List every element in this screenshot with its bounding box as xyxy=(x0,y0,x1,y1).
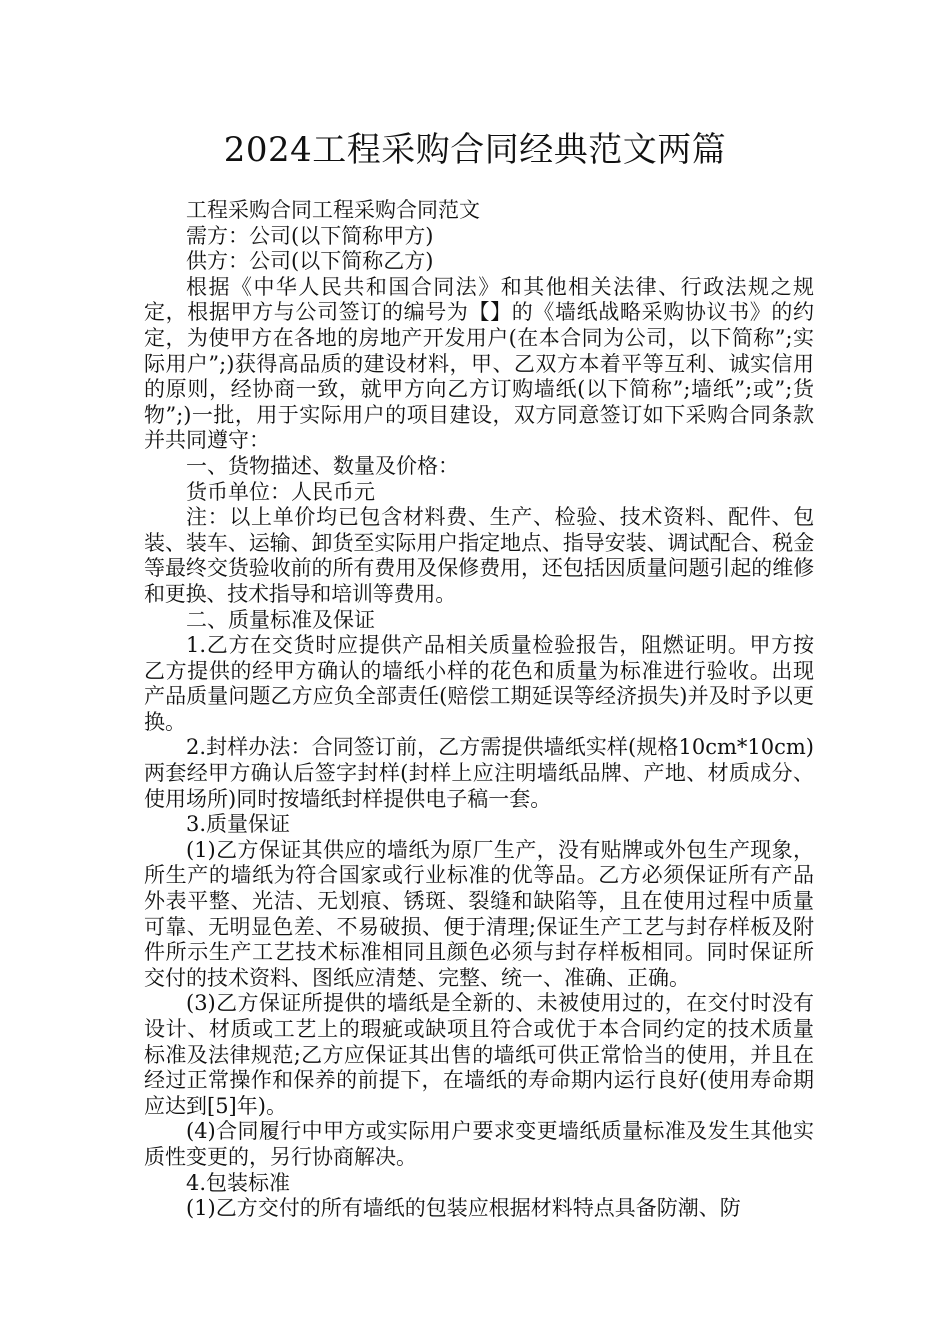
clause-inspection-report: 1.乙方在交货时应提供产品相关质量检验报告，阻燃证明。甲方按乙方提供的经甲方确认的墙纸小样的花色和质量为标准进行验收。出现产品质量问题乙方应负全部责任(赔偿工期延误等经济损失)并及时予以更换。 xyxy=(144,633,814,734)
clause-guarantee-1: (1)乙方保证其供应的墙纸为原厂生产，没有贴牌或外包生产现象，所生产的墙纸为符合国家或行业标准的优等品。乙方必须保证所有产品外表平整、光洁、无划痕、锈斑、裂缝和缺陷等，且在使用过程中质量可靠、无明显色差、不易破损、便于清理;保证生产工艺与封存样板及附件所示生产工艺技术标准相同且颜色必须与封存样板相同。同时保证所交付的技术资料、图纸应清楚、完整、统一、准确、正确。 xyxy=(144,837,814,990)
paragraph-currency: 货币单位：人民币元 xyxy=(186,479,375,504)
paragraph-buyer: 需方：公司(以下简称甲方) xyxy=(186,223,434,248)
section-quality-standards: 二、质量标准及保证 xyxy=(186,607,375,632)
paragraph-heading: 工程采购合同工程采购合同范文 xyxy=(186,198,480,222)
clause-packaging-heading: 4.包装标准 xyxy=(186,1170,291,1195)
clause-quality-guarantee-heading: 3.质量保证 xyxy=(186,812,291,837)
clause-guarantee-4: (4)合同履行中甲方或实际用户要求变更墙纸质量标准及发生其他实质性变更的，另行协商解决。 xyxy=(144,1119,814,1169)
clause-sample-sealing: 2.封样办法：合同签订前，乙方需提供墙纸实样(规格10cm*10cm)两套经甲方确认后签字封样(封样上应注明墙纸品牌、产地、材质成分、使用场所)同时按墙纸封样提供电子稿一套。 xyxy=(144,735,814,811)
paragraph-price-note: 注：以上单价均已包含材料费、生产、检验、技术资料、配件、包装、装车、运输、卸货至实际用户指定地点、指导安装、调试配合、税金等最终交货验收前的所有费用及保修费用，还包括因质量问题引起的维修和更换、技术指导和培训等费用。 xyxy=(144,505,814,606)
document-body xyxy=(144,198,814,1222)
document-title: 2024工程采购合同经典范文两篇 xyxy=(223,130,727,170)
clause-packaging-1: (1)乙方交付的所有墙纸的包装应根据材料特点具备防潮、防 xyxy=(186,1196,741,1221)
clause-guarantee-3: (3)乙方保证所提供的墙纸是全新的、未被使用过的，在交付时没有设计、材质或工艺上的瑕疵或缺项且符合或优于本合同约定的技术质量标准及法律规范;乙方应保证其出售的墙纸可供正常恰当的使用，并且在经过正常操作和保养的前提下，在墙纸的寿命期内运行良好(使用寿命期应达到[5]年)。 xyxy=(144,991,814,1118)
paragraph-preamble: 根据《中华人民共和国合同法》和其他相关法律、行政法规之规定，根据甲方与公司签订的编号为【】的《墙纸战略采购协议书》的约定，为使甲方在各地的房地产开发用户(在本合同为公司，以下简称”;实际用户”;)获得高品质的建设材料，甲、乙双方本着平等互利、诚实信用的原则，经协商一致，就甲方向乙方订购墙纸(以下简称”;墙纸”;或”;货物”;)一批，用于实际用户的项目建设，双方同意签订如下采购合同条款并共同遵守： xyxy=(144,274,814,453)
paragraph-supplier: 供方：公司(以下简称乙方) xyxy=(186,249,434,274)
section-goods-description: 一、货物描述、数量及价格： xyxy=(186,453,459,478)
